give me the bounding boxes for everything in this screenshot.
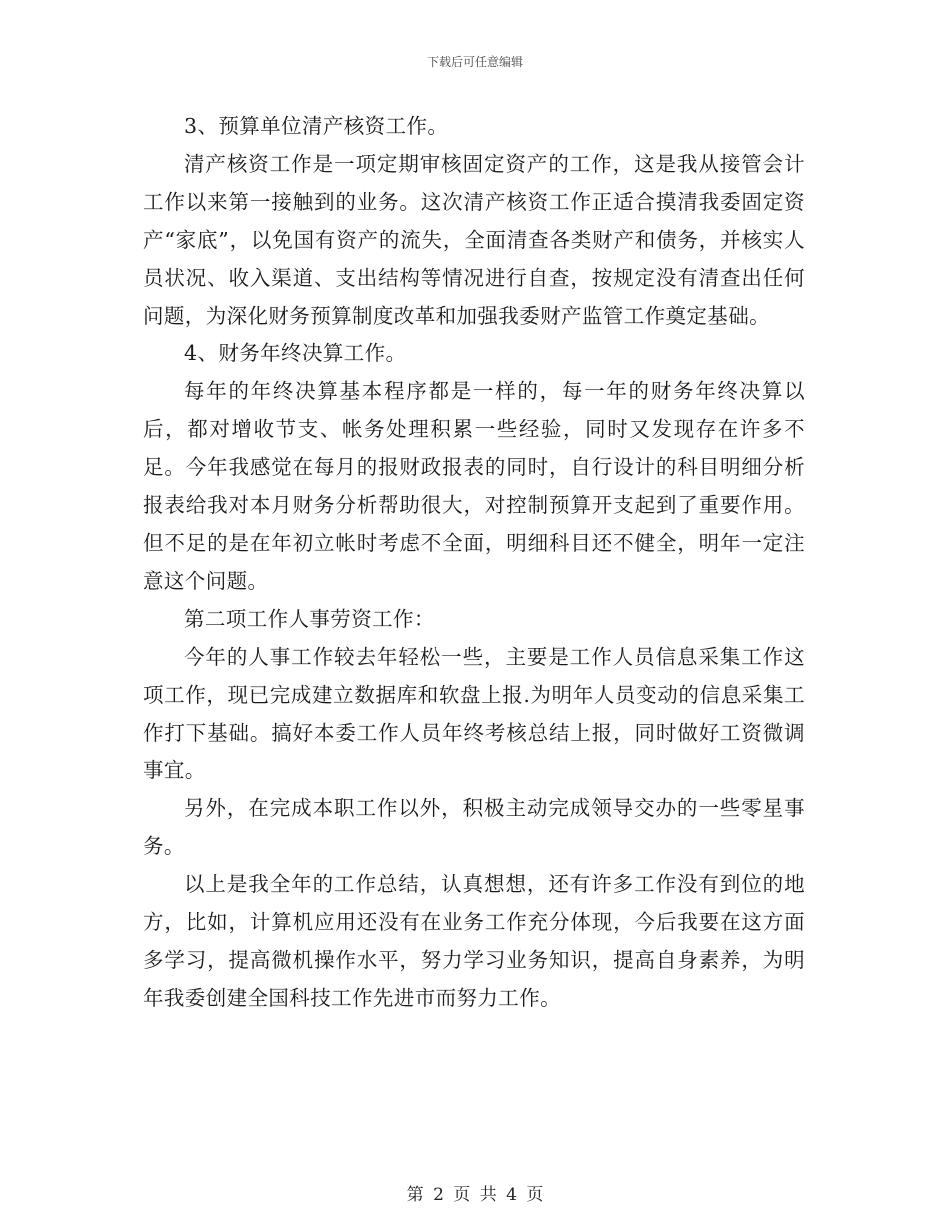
paragraph-other-tasks: 另外，在完成本职工作以外，积极主动完成领导交办的一些零星事务。 xyxy=(143,796,805,859)
paragraph-asset-check: 清产核资工作是一项定期审核固定资产的工作，这是我从接管会计工作以来第一接触到的业务。这次清产核资工作正适合摸清我委固定资产“家底”，以免国有资产的流失，全面清查各类财产和债务，并核实人员状况、收入渠道、支出结构等情况进行自查，按规定没有清查出任何问题，为深化财务预算制度改革和加强我委财产监管工作奠定基础。 xyxy=(143,151,805,328)
paragraph-personnel-payroll: 今年的人事工作较去年轻松一些，主要是工作人员信息采集工作这项工作，现已完成建立数据库和软盘上报.为明年人员变动的信息采集工作打下基础。搞好本委工作人员年终考核总结上报，同时做好工资微调事宜。 xyxy=(143,644,805,783)
paragraph-year-end-accounts: 每年的年终决算基本程序都是一样的，每一年的财务年终决算以后，都对增收节支、帐务处理积累一些经验，同时又发现存在许多不足。今年我感觉在每月的报财政报表的同时，自行设计的科目明细分析报表给我对本月财务分析帮助很大，对控制预算开支起到了重要作用。但不足的是在年初立帐时考虑不全面，明细科目还不健全，明年一定注意这个问题。 xyxy=(143,379,805,593)
section-heading-budget-asset-check: 3、预算单位清产核资工作。 xyxy=(184,114,449,138)
section-heading-year-end-accounts: 4、财务年终决算工作。 xyxy=(184,341,407,366)
document-body xyxy=(143,108,805,1018)
paragraph-summary: 以上是我全年的工作总结，认真想想，还有许多工作没有到位的地方，比如，计算机应用还没有在业务工作充分体现，今后我要在这方面多学习，提高微机操作水平，努力学习业务知识，提高自身素养，为明年我委创建全国科技工作先进市而努力工作。 xyxy=(143,872,805,1010)
page-number-footer: 第 2 页 共 4 页 xyxy=(406,1185,544,1205)
section-heading-personnel-payroll: 第二项工作人事劳资工作： xyxy=(184,606,435,631)
page-header-note: 下载后可任意编辑 xyxy=(426,55,523,69)
